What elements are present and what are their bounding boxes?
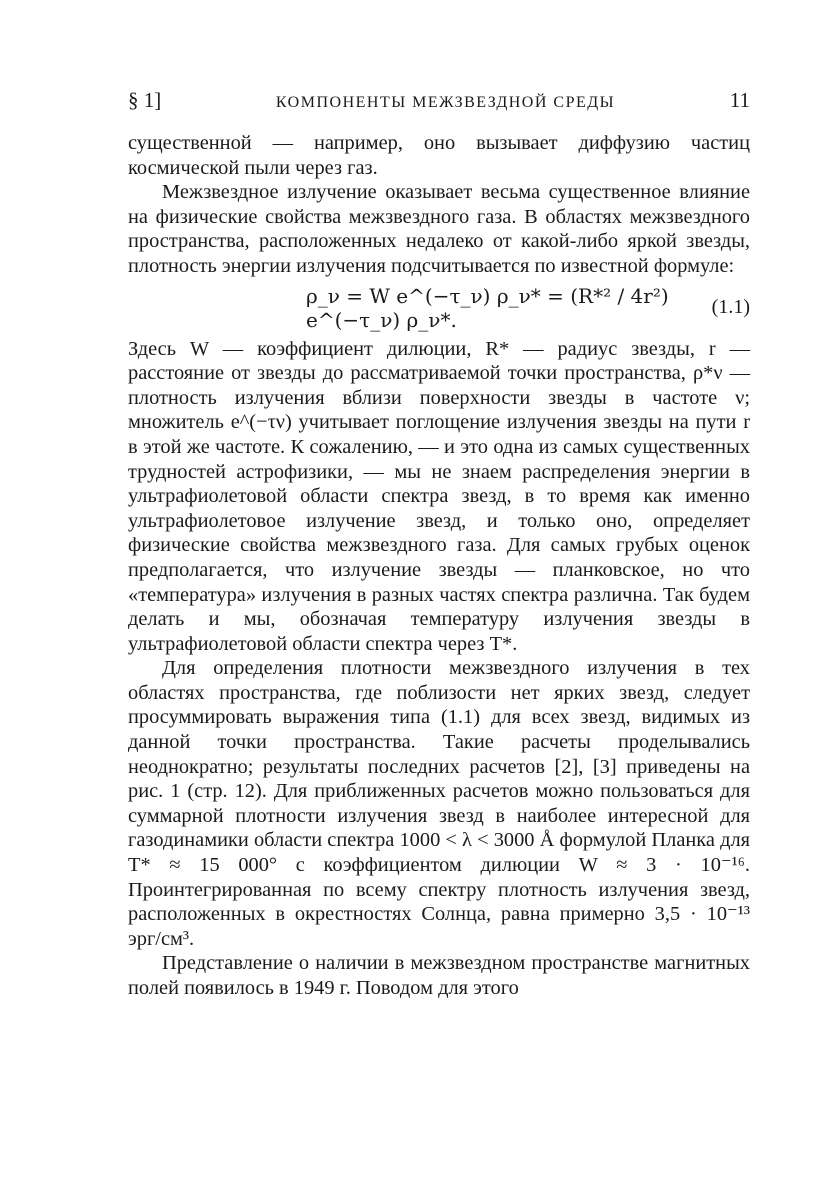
- formula-1-1: [128, 279, 750, 337]
- paragraph-definitions: Здесь W — коэффициент дилюции, R* — радиус звезды, r — расстояние от звезды до рассматриваемой точки пространства, ρ*ν — плотность излучения вблизи поверхности звезды в частоте ν; множитель e^(−τν) учитывает поглощение излучения звезды на пути r в этой же частоте. К сожалению, — и это одна из самых существенных трудностей астрофизики, — мы не знаем распределения энергии в ультрафиолетовой области спектра звезд, в то время как именно ультрафиолетовое излучение звезд, и только оно, определяет физические свойства межзвездного газа. Для самых грубых оценок предполагается, что излучение звезды — планковское, но что «температура» излучения в разных частях спектра различна. Так будем делать и мы, обозначая температуру излучения звезды в ультрафиолетовой области спектра через T*.: [128, 337, 750, 655]
- paragraph-radiation: Межзвездное излучение оказывает весьма существенное влияние на физические свойства межзвездного газа. В областях межзвездного пространства, расположенных недалеко от какой-либо яркой звезды, плотность энергии излучения подсчитывается по известной формуле:: [128, 181, 750, 277]
- section-marker: § 1]: [128, 88, 162, 112]
- paragraph-density: Для определения плотности межзвездного излучения в тех областях пространства, где поблизости нет ярких звезд, следует просуммировать выражения типа (1.1) для всех звезд, видимых из данной точки пространства. Такие расчеты проделывались неоднократно; результаты последних расчетов [2], [3] приведены на рис. 1 (стр. 12). Для приближенных расчетов можно пользоваться для суммарной плотности излучения звезд в наиболее интересной для газодинамики области спектра 1000 < λ < 3000 Å формулой Планка для T* ≈ 15 000° с коэффициентом дилюции W ≈ 3 · 10⁻¹⁶. Проинтегрированная по всему спектру плотность излучения звезд, расположенных в окрестностях Солнца, равна примерно 3,5 · 10⁻¹³ эрг/см³.: [128, 657, 750, 950]
- paragraph-magnetic-fields: Представление о наличии в межзвездном пространстве магнитных полей появилось в 1949 г. Поводом для этого: [128, 952, 750, 999]
- formula-number: (1.1): [711, 296, 750, 319]
- running-header: [128, 88, 750, 113]
- page-content: [128, 88, 750, 1001]
- running-title: КОМПОНЕНТЫ МЕЖЗВЕЗДНОЙ СРЕДЫ: [275, 94, 616, 111]
- paragraph-continuation: существенной — например, оно вызывает диффузию частиц космической пыли через газ.: [128, 132, 750, 179]
- page-number: 11: [729, 88, 750, 112]
- formula-expression: ρ_ν = W e^(−τ_ν) ρ_ν* = (R*² / 4r²) e^(−τ_ν) ρ_ν*.: [306, 283, 669, 332]
